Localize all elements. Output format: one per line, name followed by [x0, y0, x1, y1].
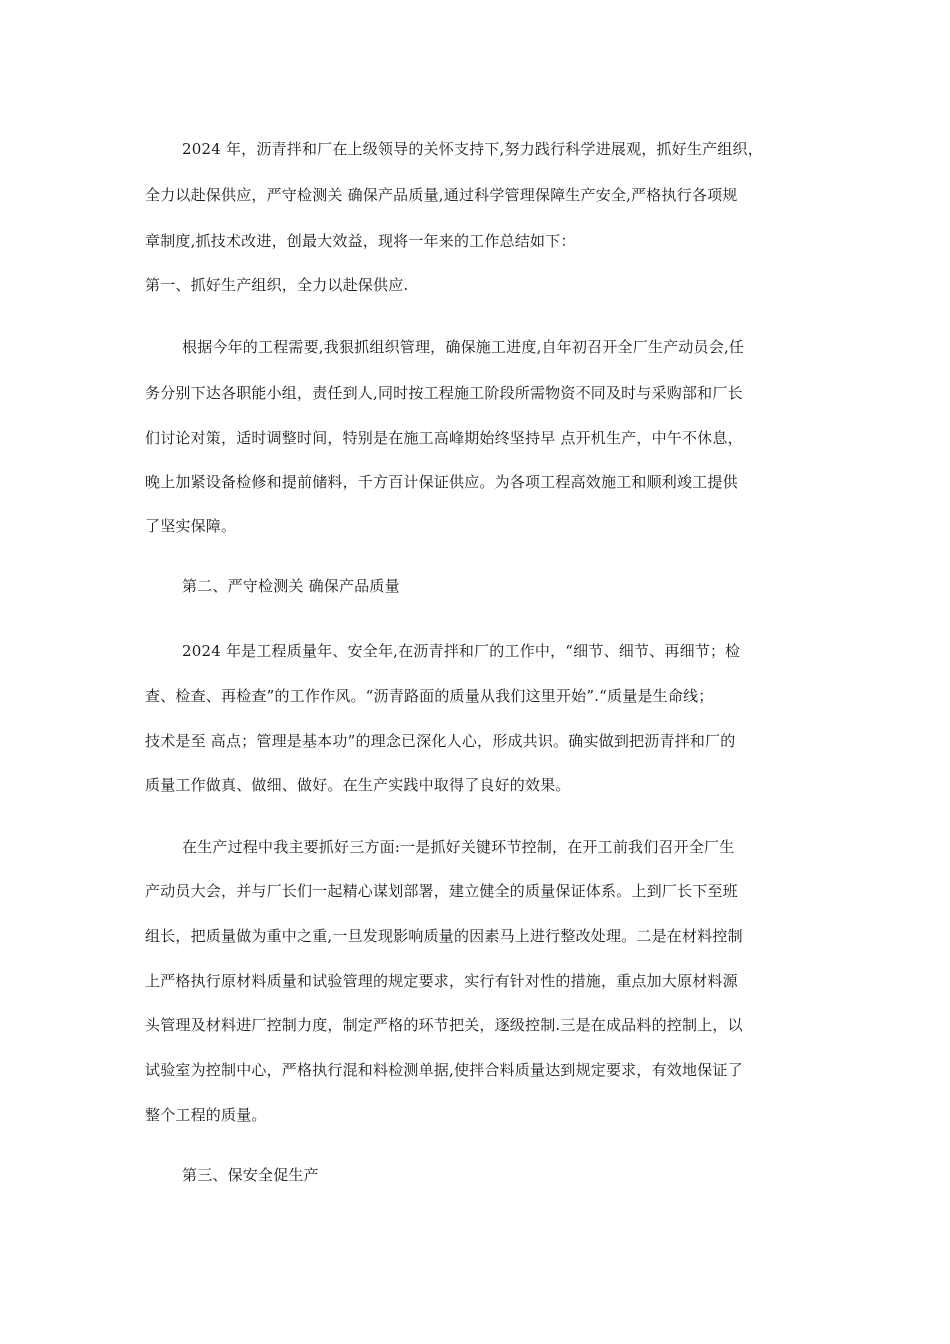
paragraph-quality-line-2: 查、检查、再检查”的工作作风。“沥青路面的质量从我们这里开始”.“质量是生命线； — [145, 687, 714, 705]
paragraph-quality-line-3: 技术是至 高点；管理是基本功”的理念已深化人心，形成共识。确实做到把沥青拌和厂的 — [145, 732, 736, 750]
paragraph-organization-line-2: 务分别下达各职能小组，责任到人,同时按工程施工阶段所需物资不同及时与采购部和厂长 — [145, 384, 743, 402]
paragraph-organization-line-1: 根据今年的工程需要,我狠抓组织管理，确保施工进度,自年初召开全厂生产动员会,任 — [182, 338, 745, 356]
heading-section-3: 第三、保安全促生产 — [182, 1166, 319, 1184]
paragraph-quality-line-4: 质量工作做真、做细、做好。在生产实践中取得了良好的效果。 — [145, 776, 571, 794]
paragraph-quality-line-1: 2024 年是工程质量年、安全年,在沥青拌和厂的工作中，“细节、细节、再细节；检 — [182, 642, 741, 660]
heading-section-2: 第二、严守检测关 确保产品质量 — [182, 577, 400, 595]
paragraph-process-line-1: 在生产过程中我主要抓好三方面:一是抓好关键环节控制，在开工前我们召开全厂生 — [182, 838, 735, 856]
paragraph-intro-line-2: 全力以赴保供应，严守检测关 确保产品质量,通过科学管理保障生产安全,严格执行各项规 — [145, 186, 738, 204]
paragraph-intro-line-1: 2024 年，沥青拌和厂在上级领导的关怀支持下,努力践行科学进展观，抓好生产组织， — [182, 140, 763, 158]
paragraph-intro-line-3: 章制度,抓技术改进，创最大效益，现将一年来的工作总结如下： — [145, 232, 576, 250]
paragraph-process-line-4: 上严格执行原材料质量和试验管理的规定要求，实行有针对性的措施，重点加大原材料源 — [145, 972, 738, 990]
paragraph-process-line-7: 整个工程的质量。 — [145, 1106, 267, 1124]
paragraph-process-line-6: 试验室为控制中心，严格执行混和料检测单据,使拌合料质量达到规定要求，有效地保证了 — [145, 1061, 743, 1079]
paragraph-organization-line-5: 了坚实保障。 — [145, 517, 237, 535]
paragraph-organization-line-3: 们讨论对策，适时调整时间，特别是在施工高峰期始终坚持早 点开机生产，中午不休息， — [145, 429, 743, 447]
paragraph-process-line-3: 组长，把质量做为重中之重,一旦发现影响质量的因素马上进行整改处理。二是在材料控制 — [145, 927, 743, 945]
paragraph-organization-line-4: 晚上加紧设备检修和提前储料，千方百计保证供应。为各项工程高效施工和顺利竣工提供 — [145, 473, 738, 491]
paragraph-process-line-2: 产动员大会，并与厂长们一起精心谋划部署，建立健全的质量保证体系。上到厂长下至班 — [145, 882, 738, 900]
heading-section-1: 第一、抓好生产组织，全力以赴保供应. — [145, 276, 409, 294]
paragraph-process-line-5: 头管理及材料进厂控制力度，制定严格的环节把关，逐级控制.三是在成品料的控制上，以 — [145, 1016, 743, 1034]
